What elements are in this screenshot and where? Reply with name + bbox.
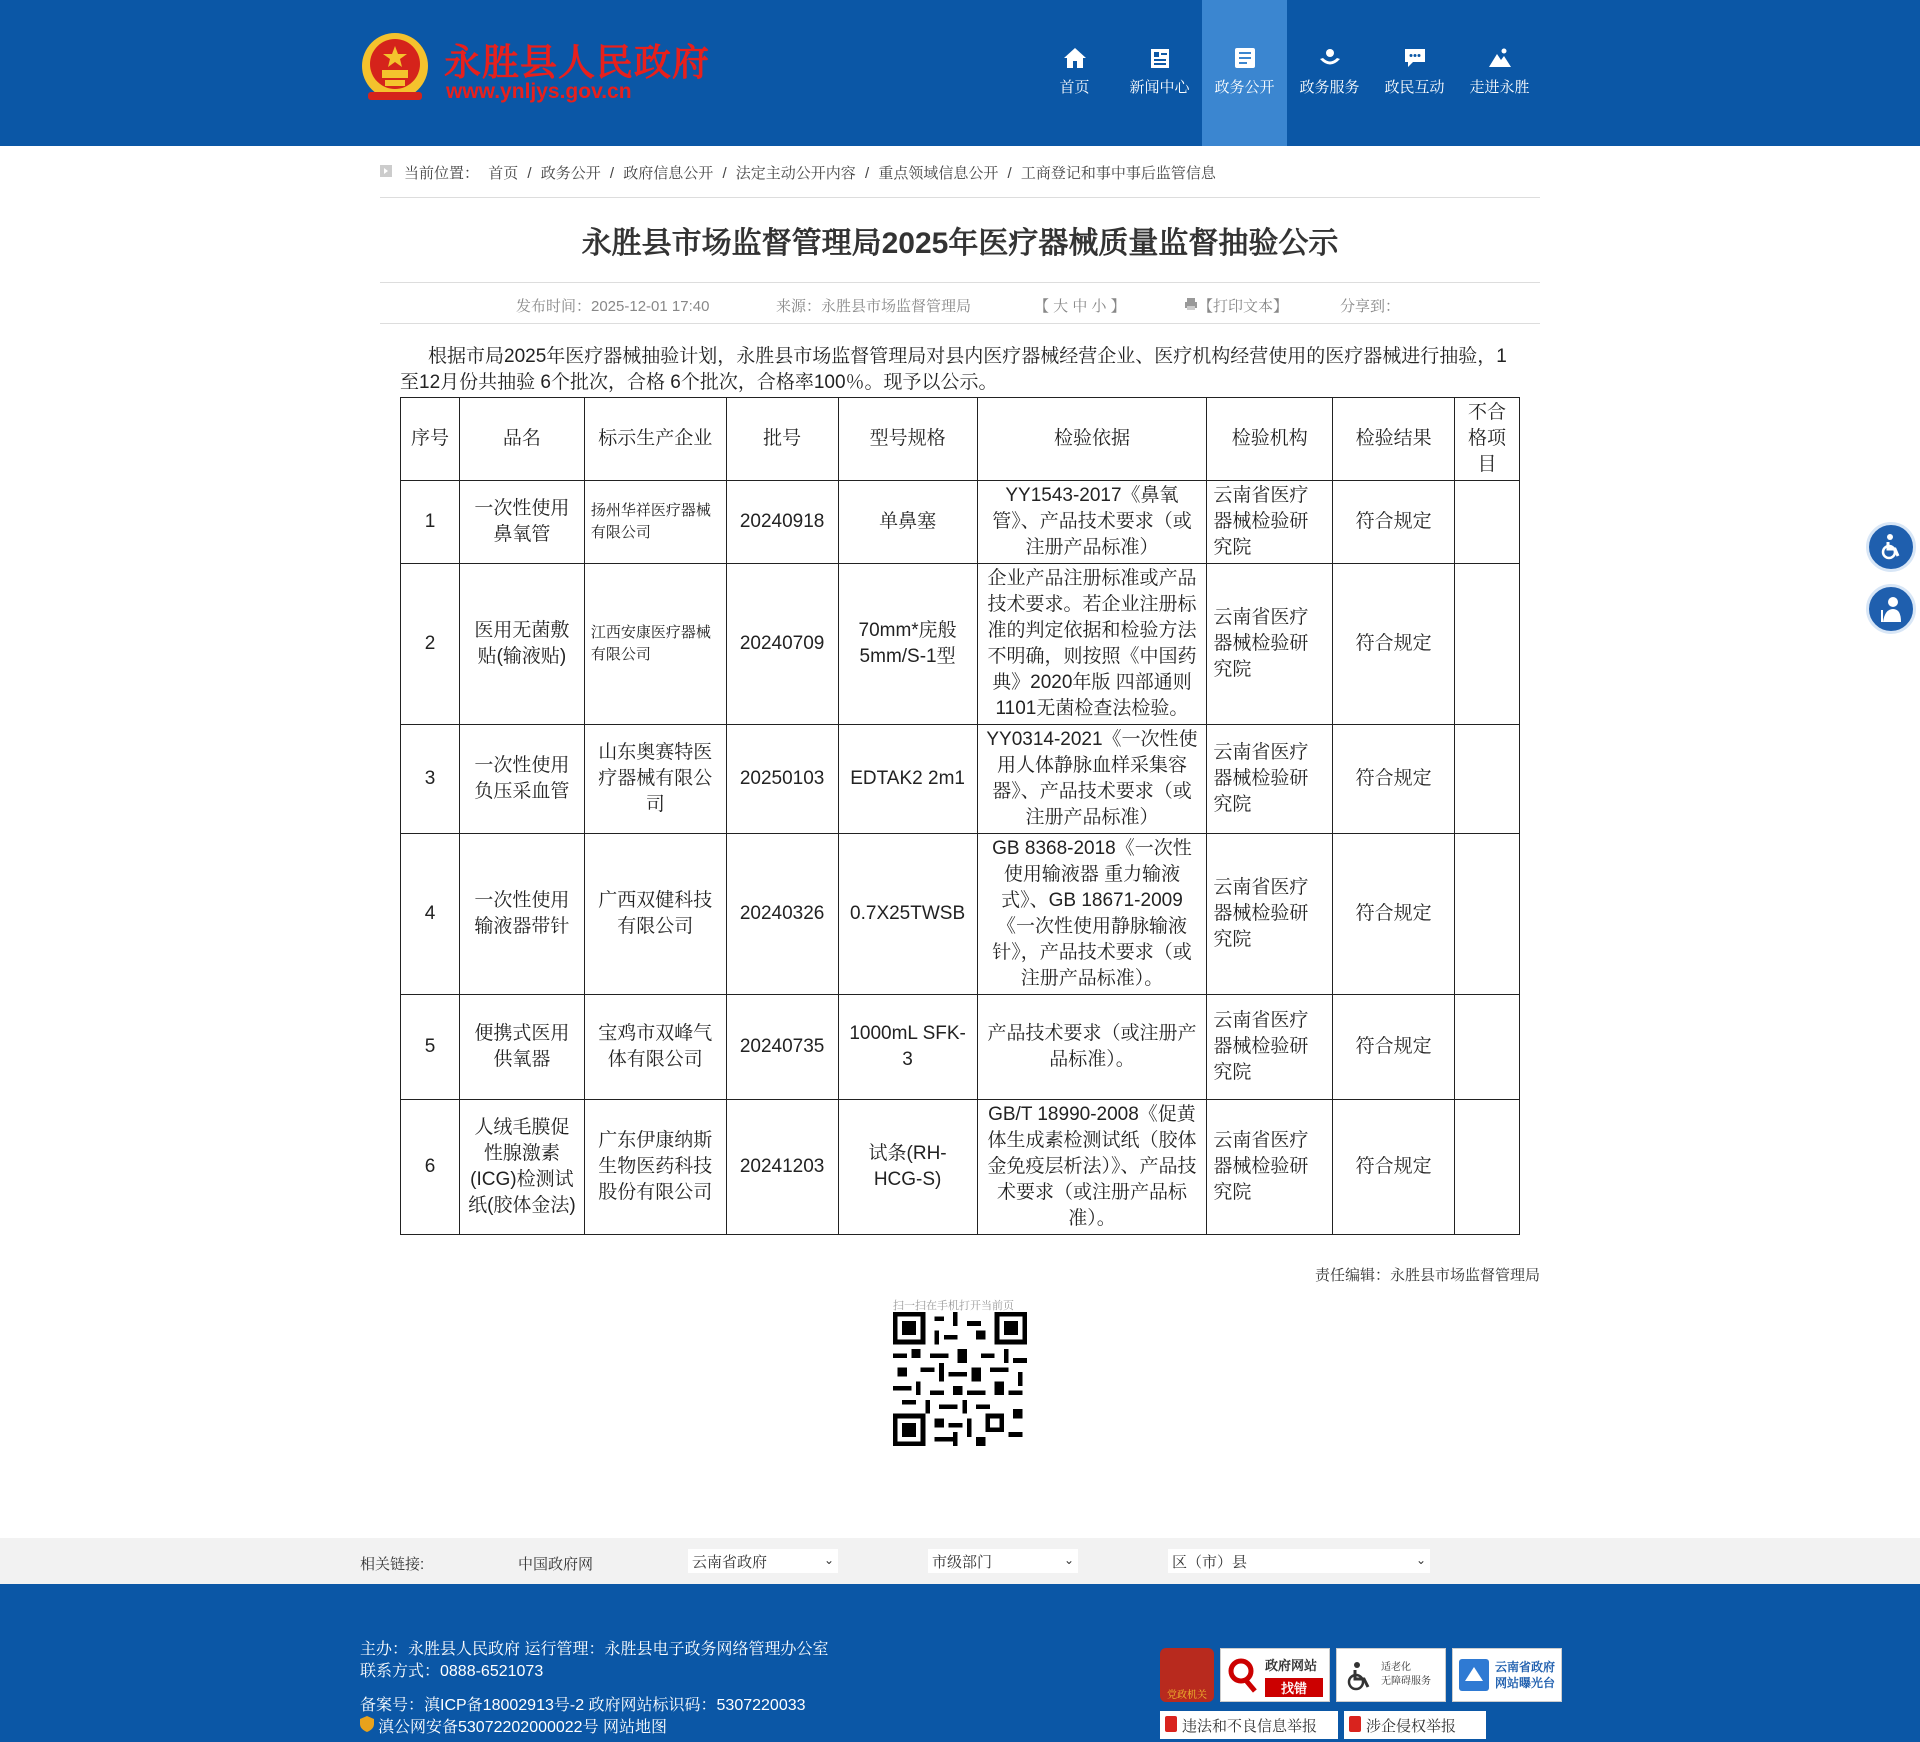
news-icon (1147, 46, 1173, 70)
table-cell: 2 (401, 564, 460, 725)
enterprise-infringement-report[interactable] (1344, 1711, 1486, 1739)
article-meta (380, 282, 1540, 324)
table-cell: 符合规定 (1333, 834, 1455, 995)
badge-text: 云南省政府 (1495, 1660, 1556, 1674)
table-cell (1455, 481, 1520, 564)
related-links-label: 相关链接: (360, 1556, 425, 1573)
select-value: 区（市）县 (1172, 1554, 1248, 1571)
location-icon (380, 165, 392, 177)
breadcrumb-separator: / (527, 165, 532, 182)
related-links (0, 1538, 1920, 1584)
column-header: 检验机构 (1207, 398, 1333, 481)
qr-caption: 扫一扫在手机打开当前页 (893, 1300, 1014, 1312)
table-cell: 人绒毛膜促性腺激素(ICG)检测试纸(胶体金法) (459, 1100, 584, 1235)
column-header: 不合格项目 (1455, 398, 1520, 481)
nav-home[interactable] (1032, 0, 1117, 146)
table-cell: 一次性使用鼻氧管 (459, 481, 584, 564)
column-header: 检验结果 (1333, 398, 1455, 481)
inspection-table (400, 397, 1520, 1235)
accessibility-button[interactable] (1866, 522, 1916, 572)
article-intro: 根据市局2025年医疗器械抽验计划，永胜县市场监督管理局对县内医疗器械经营企业、医疗机构经营使用的医疗器械进行抽验，1至12月份共抽验 6个批次，合格 6个批次，合格率100％。现予以公示。 (400, 346, 1507, 393)
table-cell: 山东奥赛特医疗器械有限公司 (584, 725, 726, 834)
table-cell: 扬州华祥医疗器械有限公司 (584, 481, 726, 564)
chat-icon (1402, 46, 1428, 70)
site-url[interactable]: www.ynljys.gov.cn (446, 80, 632, 103)
mountain-icon (1487, 46, 1513, 70)
elderly-mode-button[interactable] (1866, 584, 1916, 634)
table-cell: EDTAK2 2m1 (838, 725, 977, 834)
chevron-down-icon: ⌄ (1415, 1553, 1426, 1567)
table-row (401, 995, 1520, 1100)
table-cell: 20240735 (726, 995, 838, 1100)
responsible-editor: 责任编辑：永胜县市场监督管理局 (1314, 1267, 1540, 1284)
nav-label: 走进永胜 (1469, 79, 1530, 96)
table-cell: 云南省医疗器械检验研究院 (1207, 481, 1333, 564)
breadcrumb-separator: / (609, 165, 615, 182)
table-cell: 6 (401, 1100, 460, 1235)
table-cell (1455, 995, 1520, 1100)
breadcrumb-separator: / (722, 165, 727, 182)
select-value: 云南省政府 (692, 1554, 768, 1571)
share-label: 分享到： (1340, 298, 1401, 315)
nav-label: 首页 (1059, 79, 1090, 96)
table-cell: 云南省医疗器械检验研究院 (1207, 1100, 1333, 1235)
breadcrumb-link[interactable]: 重点领域信息公开 (878, 165, 999, 182)
chevron-down-icon: ⌄ (1063, 1553, 1074, 1567)
page-title: 永胜县市场监督管理局2025年医疗器械质量监督抽验公示 (581, 227, 1339, 260)
yunnan-exposure-badge[interactable] (1452, 1648, 1562, 1702)
table-cell (1455, 725, 1520, 834)
nav-label: 政务公开 (1214, 79, 1275, 96)
table-cell: 云南省医疗器械检验研究院 (1207, 564, 1333, 725)
police-badge-icon (360, 1716, 374, 1732)
china-gov-link[interactable]: 中国政府网 (518, 1556, 594, 1573)
breadcrumb-link[interactable]: 首页 (488, 165, 519, 182)
select-value: 市级部门 (932, 1554, 993, 1571)
table-cell: 符合规定 (1333, 725, 1455, 834)
breadcrumb-link[interactable]: 法定主动公开内容 (735, 165, 856, 182)
column-header: 序号 (401, 398, 460, 481)
main-nav (1032, 0, 1542, 146)
publish-time: 发布时间：2025-12-01 17:40 (516, 298, 710, 315)
report-icon (1165, 1716, 1177, 1732)
column-header: 标示生产企业 (584, 398, 726, 481)
chevron-down-icon: ⌄ (823, 1553, 834, 1567)
table-cell: 1 (401, 481, 460, 564)
yunnan-logo-icon (1459, 1659, 1489, 1691)
breadcrumb-separator: / (864, 165, 870, 182)
footer-host: 主办：永胜县人民政府 运行管理：永胜县电子政务网络管理办公室 (360, 1641, 829, 1658)
table-cell: 20240709 (726, 564, 838, 725)
site-header (0, 0, 1920, 146)
table-cell: 广西双健科技有限公司 (584, 834, 726, 995)
table-cell: 4 (401, 834, 460, 995)
table-cell: 符合规定 (1333, 481, 1455, 564)
nav-news[interactable] (1117, 0, 1202, 146)
table-cell: 云南省医疗器械检验研究院 (1207, 725, 1333, 834)
column-header: 型号规格 (838, 398, 977, 481)
nav-interaction[interactable] (1372, 0, 1457, 146)
footer-police-record[interactable]: 滇公网安备53072202000022号 网站地图 (378, 1719, 668, 1736)
badge-text: 政府网站 (1265, 1658, 1318, 1673)
site-title[interactable]: 永胜县人民政府 (444, 40, 710, 84)
report-label: 涉企侵权举报 (1366, 1718, 1457, 1735)
table-cell: 20240326 (726, 834, 838, 995)
nav-label: 政民互动 (1384, 79, 1445, 96)
document-icon (1232, 46, 1258, 70)
table-cell: YY1543-2017《鼻氧管》、产品技术要求（或注册产品标准） (977, 481, 1207, 564)
column-header: 品名 (459, 398, 584, 481)
table-cell: 单鼻塞 (838, 481, 977, 564)
illegal-info-report[interactable] (1160, 1711, 1338, 1739)
table-cell: 试条(RH-HCG-S) (838, 1100, 977, 1235)
table-cell: GB/T 18990-2008《促黄体生成素检测试纸（胶体金免疫层析法）》、产品技术要求（或注册产品标准）。 (977, 1100, 1207, 1235)
table-cell: 20241203 (726, 1100, 838, 1235)
table-cell: 广东伊康纳斯生物医药科技股份有限公司 (584, 1100, 726, 1235)
breadcrumb-link[interactable]: 政府信息公开 (623, 165, 714, 182)
table-header-row (401, 398, 1520, 481)
font-size-toggle[interactable]: 【 大 中 小 】 (1034, 298, 1126, 315)
table-row (401, 564, 1520, 725)
table-cell: 5 (401, 995, 460, 1100)
nav-about[interactable] (1457, 0, 1542, 146)
home-icon (1062, 46, 1088, 70)
breadcrumb-separator: / (1007, 165, 1012, 182)
nav-label: 政务服务 (1299, 79, 1360, 96)
badge-text: 党政机关 (1167, 1690, 1207, 1701)
table-cell: 0.7X25TWSB (838, 834, 977, 995)
table-cell: 20240918 (726, 481, 838, 564)
gov-site-error-badge[interactable] (1220, 1648, 1330, 1702)
table-cell: 便携式医用供氧器 (459, 995, 584, 1100)
party-gov-badge[interactable] (1160, 1648, 1214, 1702)
accessibility-service-badge[interactable] (1336, 1648, 1446, 1702)
province-select[interactable] (688, 1549, 838, 1573)
table-cell: YY0314-2021《一次性使用人体静脉血样采集容器》、产品技术要求（或注册产品标准） (977, 725, 1207, 834)
table-cell: 符合规定 (1333, 1100, 1455, 1235)
nav-label: 新闻中心 (1129, 79, 1190, 96)
table-cell: 70mm*庑般5mm/S-1型 (838, 564, 977, 725)
nav-gov-service[interactable] (1287, 0, 1372, 146)
table-row (401, 1100, 1520, 1235)
nav-gov-affairs[interactable] (1202, 0, 1287, 146)
national-emblem-icon[interactable] (360, 30, 430, 104)
badge-text: 适老化 (1381, 1662, 1411, 1673)
table-cell: 产品技术要求（或注册产品标准）。 (977, 995, 1207, 1100)
table-cell: 一次性使用负压采血管 (459, 725, 584, 834)
footer-icp[interactable]: 备案号：滇ICP备18002913号-2 政府网站标识码：5307220033 (360, 1697, 806, 1714)
table-cell: 一次性使用输液器带针 (459, 834, 584, 995)
table-row (401, 834, 1520, 995)
printer-icon[interactable] (1184, 297, 1198, 311)
print-button[interactable]: 【打印文本】 (1198, 298, 1289, 315)
report-icon (1349, 1716, 1361, 1732)
badge-text: 找错 (1265, 1678, 1323, 1697)
table-cell: 云南省医疗器械检验研究院 (1207, 834, 1333, 995)
table-cell (1455, 1100, 1520, 1235)
table-cell: 3 (401, 725, 460, 834)
table-row (401, 481, 1520, 564)
wheelchair-icon (1345, 1661, 1373, 1691)
table-cell: 1000mL SFK-3 (838, 995, 977, 1100)
badge-text: 网站曝光台 (1495, 1676, 1556, 1690)
table-cell: 企业产品注册标准或产品技术要求。若企业注册标准的判定依据和检验方法不明确，则按照《中国药典》2020年版 四部通则1101无菌检查法检验。 (977, 564, 1207, 725)
wheelchair-icon (1879, 534, 1903, 560)
breadcrumb (380, 160, 1540, 198)
footer-contact: 联系方式：0888-6521073 (360, 1663, 544, 1680)
badge-text: 无障碍服务 (1381, 1676, 1431, 1687)
table-cell (1455, 564, 1520, 725)
table-cell: 20250103 (726, 725, 838, 834)
qr-code-icon (893, 1312, 1027, 1446)
table-cell: GB 8368-2018《一次性使用输液器 重力输液式》、GB 18671-2009《一次性使用静脉输液针》，产品技术要求（或注册产品标准）。 (977, 834, 1207, 995)
breadcrumb-link[interactable]: 政务公开 (540, 165, 601, 182)
city-dept-select[interactable] (928, 1549, 1078, 1573)
breadcrumb-prefix: 当前位置： (404, 165, 480, 182)
column-header: 批号 (726, 398, 838, 481)
hands-icon (1317, 46, 1343, 70)
elderly-person-icon (1879, 596, 1905, 624)
breadcrumb-trail (404, 162, 1221, 183)
county-select[interactable] (1168, 1549, 1430, 1573)
report-label: 违法和不良信息举报 (1182, 1718, 1318, 1735)
table-cell: 符合规定 (1333, 995, 1455, 1100)
table-row (401, 725, 1520, 834)
table-cell: 云南省医疗器械检验研究院 (1207, 995, 1333, 1100)
table-cell: 医用无菌敷贴(输液贴) (459, 564, 584, 725)
table-cell: 宝鸡市双峰气体有限公司 (584, 995, 726, 1100)
table-cell (1455, 834, 1520, 995)
magnifier-icon (1227, 1657, 1261, 1693)
table-cell: 符合规定 (1333, 564, 1455, 725)
column-header: 检验依据 (977, 398, 1207, 481)
site-footer (0, 1584, 1920, 1742)
breadcrumb-link[interactable]: 工商登记和事中事后监管信息 (1020, 165, 1216, 182)
table-cell: 江西安康医疗器械有限公司 (584, 564, 726, 725)
article-source: 来源：永胜县市场监督管理局 (776, 298, 972, 315)
